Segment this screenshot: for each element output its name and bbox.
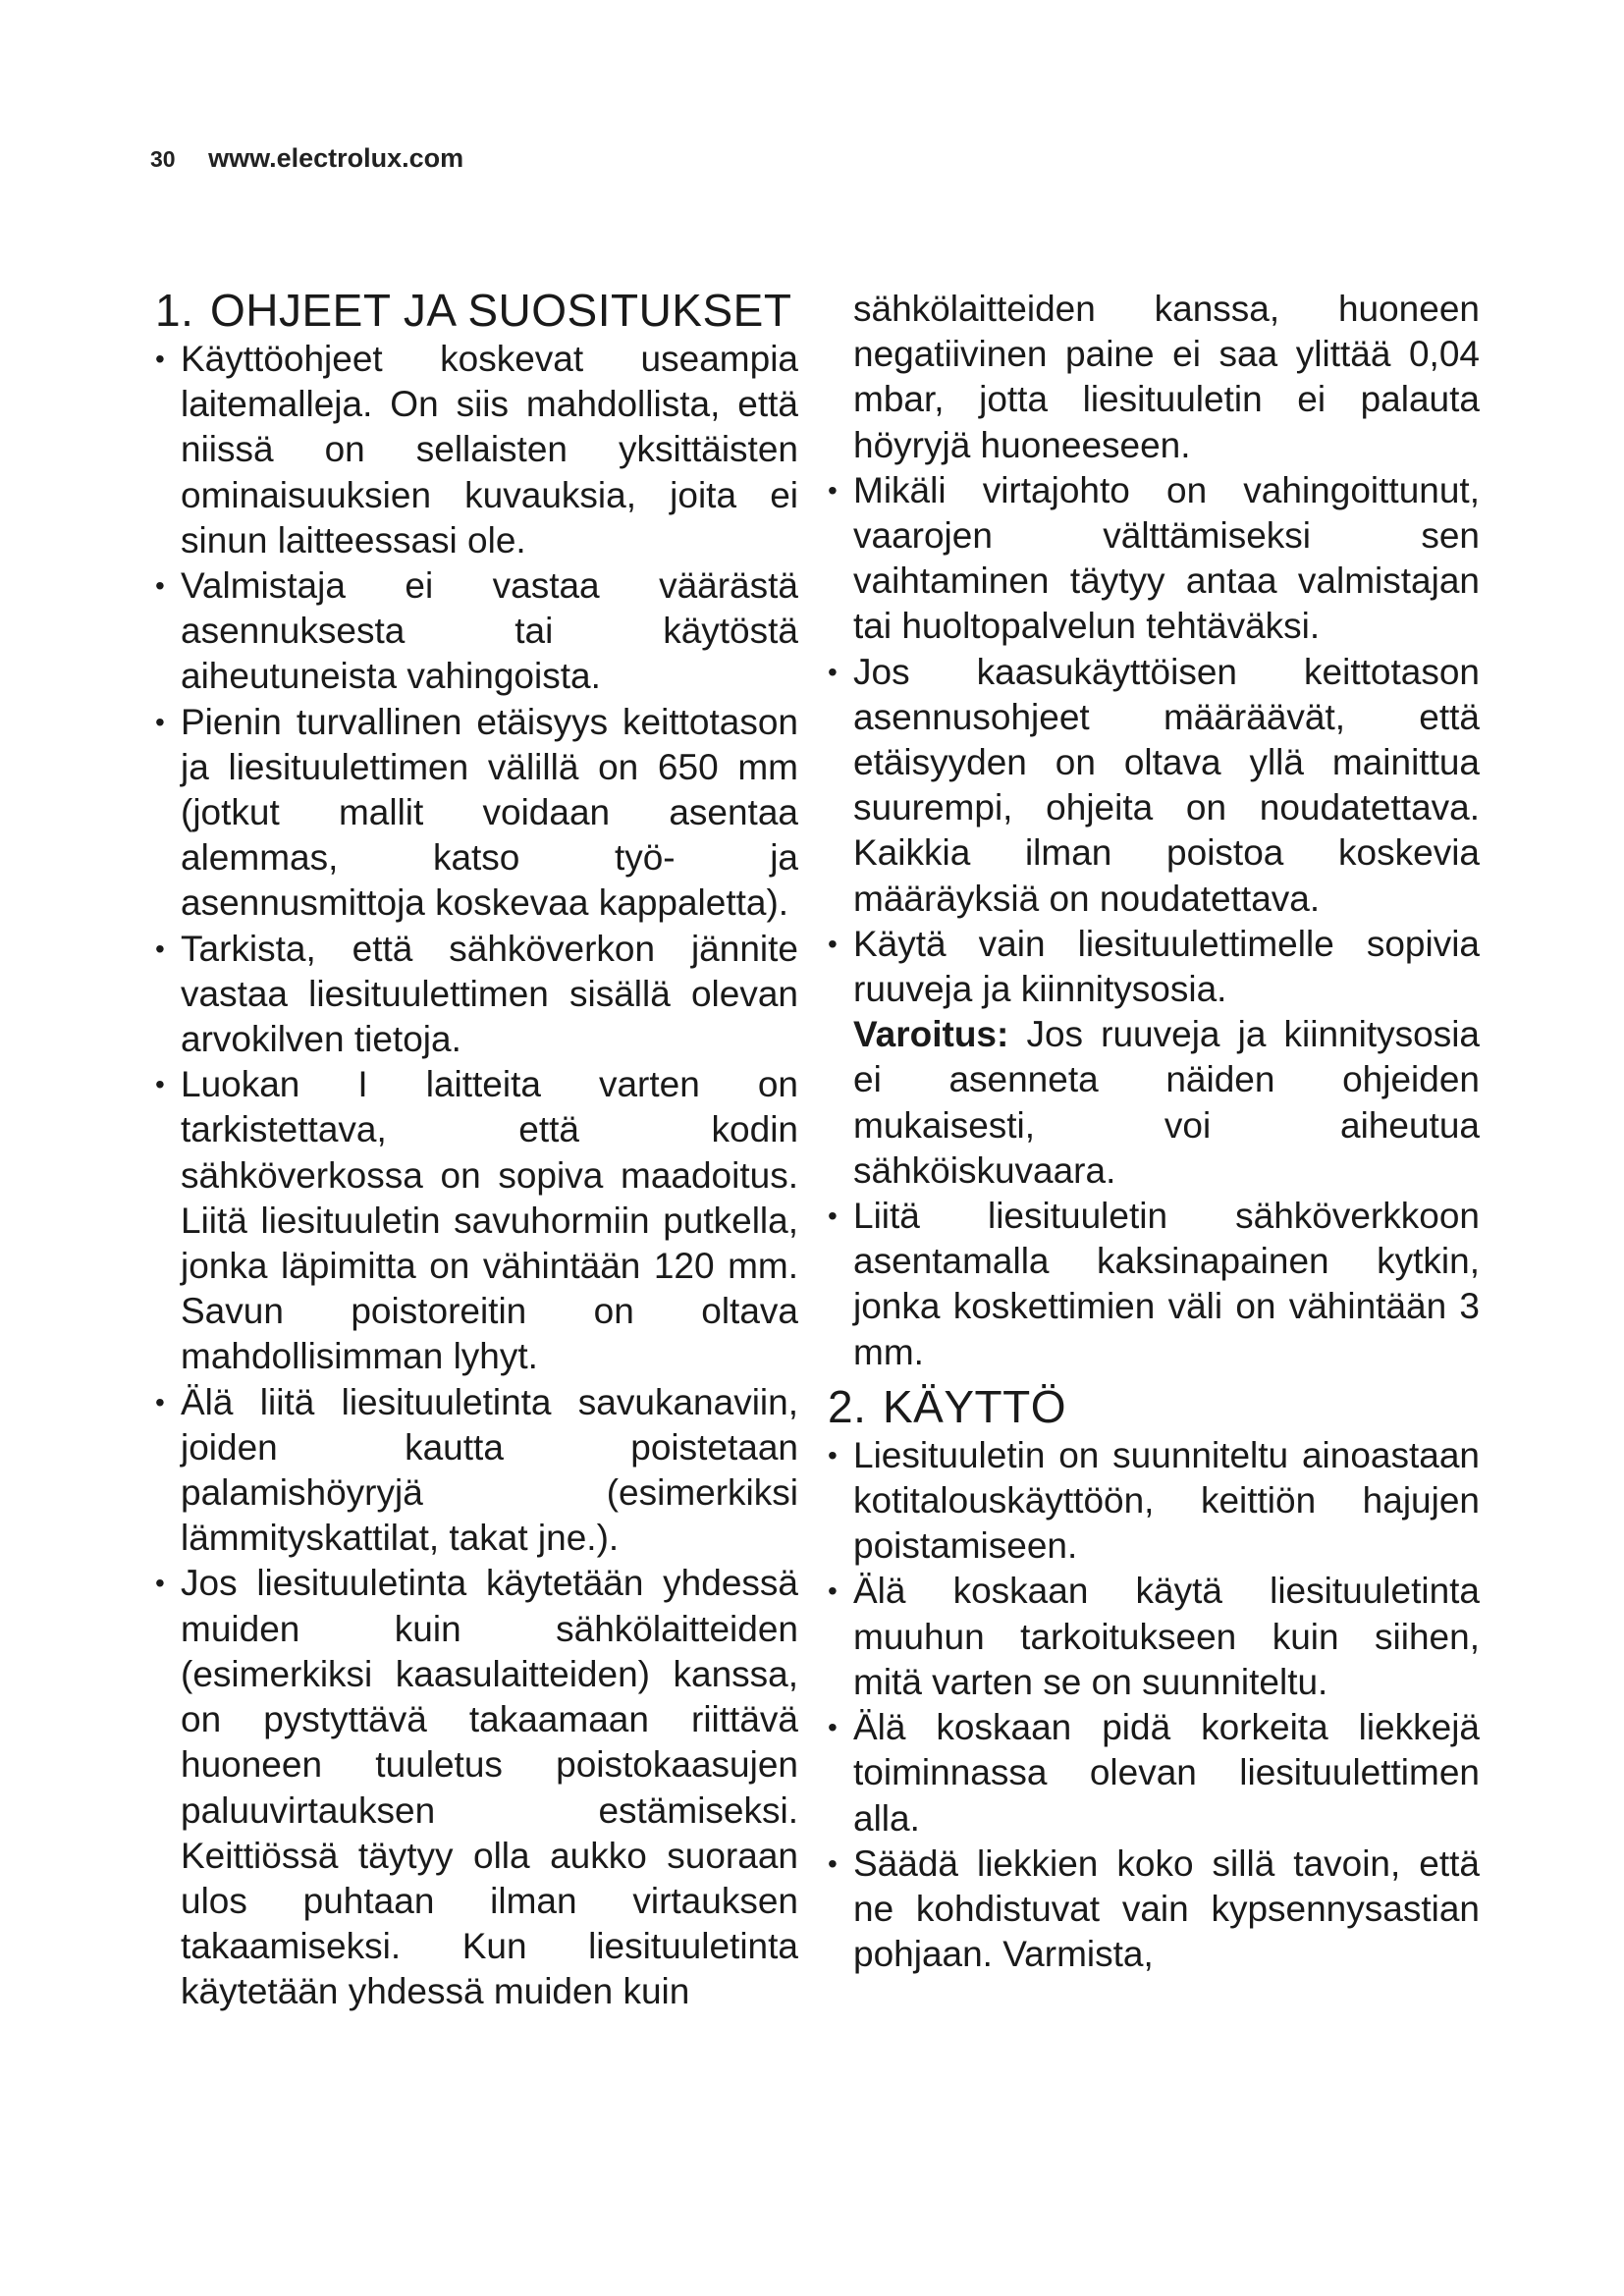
list-item: • Liesituuletin on suunniteltu ainoastaan kotitalouskäyttöön, keittiön hajujen poistamiseen. — [828, 1433, 1480, 1570]
list-item: • Älä koskaan käytä liesituuletinta muuhun tarkoitukseen kuin siihen, mitä varten se on suunniteltu. — [828, 1569, 1480, 1705]
section-1-list-final — [828, 1194, 1480, 1375]
list-item: • Älä koskaan pidä korkeita liekkejä toiminnassa olevan liesituulettimen alla. — [828, 1705, 1480, 1842]
warning-label: Varoitus: — [853, 1014, 1009, 1055]
website-url: www.electrolux.com — [208, 143, 464, 173]
list-item: • Pienin turvallinen etäisyys keittotason ja liesituulettimen välillä on 650 mm (jotkut mallit voidaan asentaa alemmas, katso työ- ja asennusmittoja koskevaa kappaletta). — [155, 700, 798, 927]
left-column — [155, 287, 798, 2015]
section-2-heading — [828, 1380, 1480, 1432]
page-number: 30 — [150, 146, 176, 172]
list-item: • Säädä liekkien koko sillä tavoin, että ne kohdistuvat vain kypsennysastian pohjaan. Varmista, — [828, 1842, 1480, 1978]
section-2-number: 2. — [828, 1380, 867, 1432]
list-item: • Liitä liesituuletin sähköverkkoon asentamalla kaksinapainen kytkin, jonka koskettimien väli on vähintään 3 mm. — [828, 1194, 1480, 1375]
section-1-title: OHJEET JA SUOSITUKSET — [210, 285, 792, 336]
list-item: • Valmistaja ei vastaa väärästä asennuksesta tai käytöstä aiheutuneista vahingoista. — [155, 563, 798, 700]
list-item: • Käyttöohjeet koskevat useampia laitemalleja. On siis mahdollista, että niissä on sellaisten yksittäisten ominaisuuksien kuvauksia, joita ei sinun laitteessasi ole. — [155, 337, 798, 563]
list-item: • Mikäli virtajohto on vahingoittunut, vaarojen välttämiseksi sen vaihtaminen täytyy antaa valmistajan tai huoltopalvelun tehtäväksi. — [828, 468, 1480, 650]
list-item: • Tarkista, että sähköverkon jännite vastaa liesituulettimen sisällä olevan arvokilven tietoja. — [155, 927, 798, 1063]
section-2-title: KÄYTTÖ — [883, 1380, 1067, 1432]
list-item: • Jos liesituuletinta käytetään yhdessä muiden kuin sähkölaitteiden (esimerkiksi kaasulaitteiden) kanssa, on pystyttävä takaamaan riittävä huoneen tuuletus poistokaasujen paluuvirtauksen estämiseksi. Keittiössä täytyy olla aukko suoraan ulos puhtaan ilman virtauksen takaamiseksi. Kun liesituuletinta käytetään yhdessä muiden kuin — [155, 1561, 798, 2014]
right-column — [828, 287, 1480, 1977]
section-1-list-continued — [828, 468, 1480, 1012]
list-item: • Käytä vain liesituulettimelle sopivia ruuveja ja kiinnitysosia. — [828, 922, 1480, 1012]
section-1-number: 1. — [155, 285, 194, 336]
list-item: • Jos kaasukäyttöisen keittotason asennusohjeet määräävät, että etäisyyden on oltava yllä mainittua suurempi, ohjeita on noudatettava. Kaikkia ilman poistoa koskevia määräyksiä on noudatettava. — [828, 650, 1480, 922]
warning-paragraph — [828, 1012, 1480, 1194]
list-item: • Luokan I laitteita varten on tarkistettava, että kodin sähköverkossa on sopiva maadoitus. Liitä liesituuletin savuhormiin putkella, jonka läpimitta on vähintään 120 mm. Savun poistoreitin on oltava mahdollisimman lyhyt. — [155, 1062, 798, 1379]
warning-text: Jos ruuveja ja kiinnitysosia ei asenneta näiden ohjeiden mukaisesti, voi aiheutua sähköiskuvaara. — [853, 1014, 1480, 1191]
page-header — [150, 143, 463, 174]
list-item: • Älä liitä liesituuletinta savukanaviin, joiden kautta poistetaan palamishöyryjä (esimerkiksi lämmityskattilat, takat jne.). — [155, 1380, 798, 1562]
section-1-heading — [155, 287, 798, 335]
section-1-list — [155, 337, 798, 2015]
section-2-list — [828, 1433, 1480, 1977]
continued-paragraph: sähkölaitteiden kanssa, huoneen negatiivinen paine ei saa ylittää 0,04 mbar, jotta liesituuletin ei palauta höyryjä huoneeseen. — [853, 289, 1480, 465]
